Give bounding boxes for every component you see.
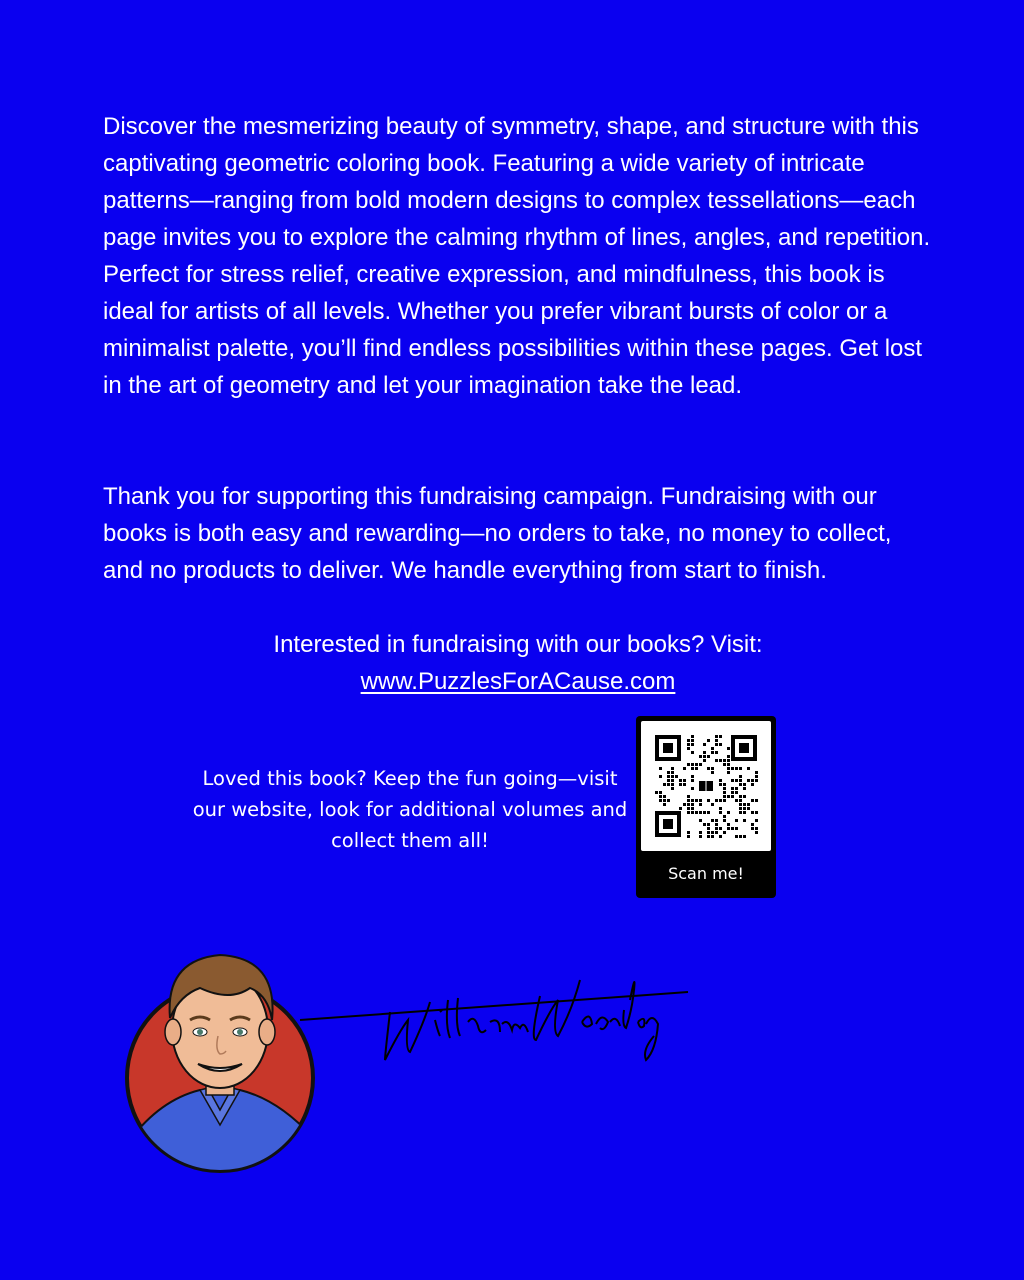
qr-module [699, 819, 702, 822]
qr-module [723, 815, 726, 818]
qr-module [727, 747, 730, 750]
qr-module [727, 767, 730, 770]
qr-module [735, 827, 738, 830]
qr-module [727, 811, 730, 814]
qr-module [699, 799, 702, 802]
qr-module [715, 743, 718, 746]
qr-module [731, 779, 734, 782]
fundraising-callout-text: Interested in fundraising with our books? Visit: [273, 631, 763, 658]
qr-module [703, 811, 706, 814]
qr-module [679, 783, 682, 786]
qr-module [683, 767, 686, 770]
qr-module [719, 799, 722, 802]
qr-module [711, 767, 714, 770]
qr-module [739, 767, 742, 770]
qr-module [695, 767, 698, 770]
qr-module [735, 767, 738, 770]
qr-module [747, 779, 750, 782]
qr-module [743, 787, 746, 790]
qr-module [711, 771, 714, 774]
qr-module [667, 771, 670, 774]
qr-module [735, 819, 738, 822]
qr-module [691, 735, 694, 738]
qr-module [747, 807, 750, 810]
qr-module [691, 751, 694, 754]
qr-module [743, 807, 746, 810]
qr-module [687, 739, 690, 742]
qr-module [691, 803, 694, 806]
qr-module [671, 775, 674, 778]
qr-module [687, 831, 690, 834]
qr-module [739, 799, 742, 802]
qr-module [687, 799, 690, 802]
qr-module [671, 787, 674, 790]
qr-module [755, 819, 758, 822]
qr-module [731, 791, 734, 794]
qr-module [739, 775, 742, 778]
qr-module [659, 767, 662, 770]
qr-module [695, 811, 698, 814]
qr-module [691, 787, 694, 790]
qr-module [663, 803, 666, 806]
qr-module [711, 747, 714, 750]
qr-module [727, 755, 730, 758]
qr-module [743, 819, 746, 822]
qr-module [743, 783, 746, 786]
qr-module [691, 775, 694, 778]
qr-module [707, 767, 710, 770]
qr-module [735, 799, 738, 802]
qr-module [719, 779, 722, 782]
fundraising-callout [103, 626, 936, 700]
qr-module [723, 819, 726, 822]
qr-module [739, 795, 742, 798]
qr-module [739, 779, 742, 782]
qr-module [739, 803, 742, 806]
qr-module [723, 787, 726, 790]
qr-module [715, 759, 718, 762]
qr-module [735, 779, 738, 782]
qr-module [711, 835, 714, 838]
qr-module [731, 787, 734, 790]
qr-module [755, 775, 758, 778]
qr-module [715, 827, 718, 830]
qr-code-card[interactable] [636, 716, 776, 898]
qr-module [715, 735, 718, 738]
qr-module [707, 739, 710, 742]
qr-module [739, 811, 742, 814]
qr-module [659, 799, 662, 802]
qr-module [663, 783, 666, 786]
qr-module [687, 807, 690, 810]
qr-module [751, 811, 754, 814]
qr-module [707, 835, 710, 838]
qr-module [687, 743, 690, 746]
qr-module [719, 783, 722, 786]
qr-module [755, 779, 758, 782]
qr-module [723, 763, 726, 766]
qr-module [699, 835, 702, 838]
qr-module [755, 771, 758, 774]
qr-module [711, 831, 714, 834]
qr-module [751, 827, 754, 830]
qr-module [663, 799, 666, 802]
qr-module [719, 735, 722, 738]
qr-module [691, 807, 694, 810]
qr-module [691, 763, 694, 766]
qr-module [723, 831, 726, 834]
qr-module [667, 775, 670, 778]
qr-module [743, 835, 746, 838]
qr-module [743, 811, 746, 814]
qr-module [715, 739, 718, 742]
qr-module [659, 775, 662, 778]
qr-module [715, 831, 718, 834]
promo-text: Loved this book? Keep the fun going—visit our website, look for additional volumes and collect them all! [192, 767, 628, 852]
qr-finder-top-left [655, 735, 681, 761]
qr-module [755, 827, 758, 830]
qr-code[interactable] [641, 721, 771, 851]
qr-module [679, 779, 682, 782]
qr-module [667, 799, 670, 802]
qr-module [727, 827, 730, 830]
qr-module [703, 755, 706, 758]
qr-module [659, 795, 662, 798]
qr-module [719, 807, 722, 810]
qr-module [707, 823, 710, 826]
qr-module [719, 835, 722, 838]
book-icon [697, 777, 715, 795]
qr-module [723, 791, 726, 794]
qr-module [723, 783, 726, 786]
qr-module [687, 803, 690, 806]
qr-module [695, 799, 698, 802]
qr-module [703, 743, 706, 746]
qr-module [711, 803, 714, 806]
qr-module [715, 823, 718, 826]
qr-module [663, 795, 666, 798]
qr-code-pattern [641, 721, 771, 851]
qr-module [691, 767, 694, 770]
qr-module [723, 759, 726, 762]
qr-module [675, 775, 678, 778]
qr-module [679, 807, 682, 810]
qr-module [683, 779, 686, 782]
qr-module [723, 795, 726, 798]
author-signature [290, 940, 710, 1080]
fundraising-thanks: Thank you for supporting this fundraising campaign. Fundraising with our books is both easy and rewarding—no orders to take, no money to collect, and no products to deliver. We handle everything from start to finish. [103, 483, 892, 584]
qr-module [719, 759, 722, 762]
qr-module [731, 827, 734, 830]
qr-label: Scan me! [668, 864, 744, 883]
qr-module [667, 783, 670, 786]
qr-module [739, 807, 742, 810]
qr-module [755, 811, 758, 814]
qr-module [751, 779, 754, 782]
qr-module [699, 803, 702, 806]
qr-module [699, 755, 702, 758]
qr-finder-bottom-left [655, 811, 681, 837]
website-link[interactable]: www.PuzzlesForACause.com [360, 668, 676, 695]
qr-module [671, 779, 674, 782]
qr-module [727, 771, 730, 774]
qr-module [687, 763, 690, 766]
qr-module [743, 803, 746, 806]
qr-module [671, 767, 674, 770]
qr-module [727, 823, 730, 826]
qr-module [751, 823, 754, 826]
qr-module [719, 811, 722, 814]
qr-module [687, 747, 690, 750]
qr-module [691, 811, 694, 814]
qr-module [747, 767, 750, 770]
qr-finder-top-right [731, 735, 757, 761]
qr-module [695, 763, 698, 766]
qr-module [735, 835, 738, 838]
qr-module [691, 743, 694, 746]
qr-module [683, 803, 686, 806]
qr-module [715, 819, 718, 822]
qr-module [699, 763, 702, 766]
qr-module [723, 799, 726, 802]
qr-module [715, 751, 718, 754]
qr-module [707, 799, 710, 802]
book-description: Discover the mesmerizing beauty of symmetry, shape, and structure with this captivating geometric coloring book. Featuring a wide variety of intricate patterns—ranging from bold modern designs to complex tessellations—each page invites you to explore the calming rhythm of lines, angles, and repetition. Perfect for stress relief, creative expression, and mindfulness, this book is ideal for artists of all levels. Whether you prefer vibrant bursts of color or a minimalist palette, you’ll find endless possibilities within these pages. Get lost in the art of geometry and let your imagination take the lead. [103, 113, 931, 399]
qr-module [655, 791, 658, 794]
qr-module [699, 831, 702, 834]
qr-module [731, 767, 734, 770]
qr-module [751, 783, 754, 786]
qr-module [715, 799, 718, 802]
qr-module [687, 795, 690, 798]
qr-module [719, 743, 722, 746]
qr-module [739, 783, 742, 786]
qr-module [703, 759, 706, 762]
qr-module [703, 823, 706, 826]
qr-module [727, 795, 730, 798]
qr-module [739, 835, 742, 838]
qr-module [671, 771, 674, 774]
qr-module [755, 831, 758, 834]
qr-module [751, 799, 754, 802]
qr-module [687, 835, 690, 838]
qr-module [735, 791, 738, 794]
qr-module [755, 799, 758, 802]
qr-module [743, 795, 746, 798]
qr-module [707, 755, 710, 758]
qr-module [687, 811, 690, 814]
qr-module [727, 759, 730, 762]
qr-module [691, 739, 694, 742]
qr-module [707, 831, 710, 834]
qr-module [719, 827, 722, 830]
qr-module [667, 779, 670, 782]
qr-module [659, 791, 662, 794]
qr-module [747, 803, 750, 806]
qr-module [699, 811, 702, 814]
qr-module [691, 799, 694, 802]
qr-module [727, 763, 730, 766]
qr-module [703, 751, 706, 754]
qr-module [683, 783, 686, 786]
qr-module [691, 779, 694, 782]
qr-module [711, 819, 714, 822]
qr-module [735, 787, 738, 790]
qr-module [707, 811, 710, 814]
qr-module [731, 795, 734, 798]
qr-module [711, 751, 714, 754]
qr-module [707, 827, 710, 830]
qr-module [671, 783, 674, 786]
